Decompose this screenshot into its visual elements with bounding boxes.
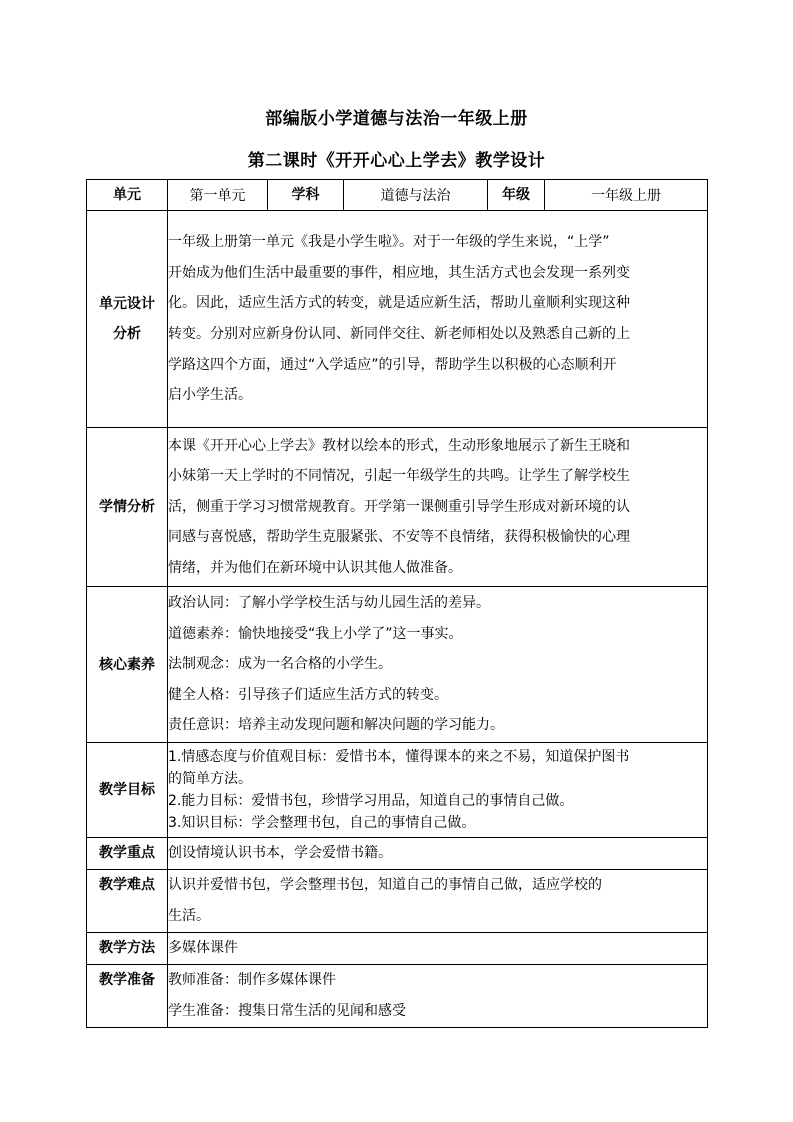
text-line: 认识并爱惜书包，学会整理书包，知道自己的事情自己做，适应学校的 (168, 877, 602, 893)
text-line: 启小学生活。 (168, 387, 252, 404)
text-line: 2.能力目标：爱惜书包，珍惜学习用品，知道自己的事情自己做。 (168, 793, 574, 809)
unit-analysis-row (87, 211, 708, 428)
teaching-method-content (168, 932, 708, 964)
core-literacy-label: 核心素养 (87, 587, 168, 743)
student-analysis-content (168, 428, 708, 587)
teaching-goals-row (87, 743, 708, 838)
text-line: 道德素养：愉快地接受“我上小学了”这一事实。 (168, 625, 463, 642)
unit-analysis-label (87, 211, 168, 428)
unit-value: 第一单元 (168, 180, 268, 211)
unit-analysis-label-line2: 分析 (113, 326, 141, 342)
text-line: 3.知识目标：学会整理书包，自己的事情自己做。 (168, 815, 476, 831)
text-line: 化。因此，适应生活方式的转变，就是适应新生活，帮助儿童顺利实现这种 (168, 295, 630, 312)
text-line: 健全人格：引导孩子们适应生活方式的转变。 (168, 686, 448, 703)
student-analysis-row (87, 428, 708, 587)
teaching-method-label: 教学方法 (87, 932, 168, 964)
teaching-goals-content (168, 743, 708, 838)
document-subtitle: 第二课时《开开心心上学去》教学设计 (247, 151, 546, 171)
text-line: 法制观念：成为一名合格的小学生。 (168, 656, 392, 673)
grade-label: 年级 (488, 180, 545, 211)
text-line: 的简单方法。 (168, 771, 252, 787)
difficulties-content (168, 869, 708, 932)
unit-analysis-content (168, 211, 708, 428)
text-line: 生活。 (168, 907, 210, 924)
teaching-goals-label: 教学目标 (87, 743, 168, 838)
core-literacy-content (168, 587, 708, 743)
unit-analysis-label-line1: 单元设计 (99, 296, 155, 312)
unit-label: 单元 (87, 180, 168, 211)
text-line: 政治认同：了解小学学校生活与幼儿园生活的差异。 (168, 595, 490, 612)
key-points-content (168, 838, 708, 870)
text-line: 开始成为他们生活中最重要的事件，相应地，其生活方式也会发现一系列变 (168, 264, 630, 281)
core-literacy-row (87, 587, 708, 743)
text-line: 1.情感态度与价值观目标：爱惜书本，懂得课本的来之不易，知道保护图书 (168, 749, 630, 765)
document-title: 部编版小学道德与法治一年级上册 (265, 109, 528, 129)
text-line: 创设情境认识书本，学会爱惜书籍。 (168, 845, 392, 861)
teaching-prep-row (87, 964, 708, 1027)
difficulties-label: 教学难点 (87, 869, 168, 932)
text-line: 一年级上册第一单元《我是小学生啦》。对于一年级的学生来说，“上学” (168, 234, 610, 251)
text-line: 学生准备：搜集日常生活的见闻和感受 (168, 1002, 406, 1019)
text-line: 小妹第一天上学时的不同情况，引起一年级学生的共鸣。让学生了解学校生 (168, 468, 630, 485)
key-points-label: 教学重点 (87, 838, 168, 870)
text-line: 多媒体课件 (168, 939, 238, 956)
text-line: 活，侧重于学习习惯常规教育。开学第一课侧重引导学生形成对新环境的认 (168, 498, 630, 515)
text-line: 同感与喜悦感，帮助学生克服紧张、不安等不良情绪，获得积极愉快的心理 (168, 529, 630, 546)
text-line: 本课《开开心心上学去》教材以绘本的形式，生动形象地展示了新生王晓和 (168, 437, 630, 454)
lesson-plan-table (86, 179, 708, 1028)
text-line: 教师准备：制作多媒体课件 (168, 972, 336, 988)
text-line: 情绪，并为他们在新环境中认识其他人做准备。 (168, 559, 462, 576)
text-line: 转变。分别对应新身份认同、新同伴交往、新老师相处以及熟悉自己新的上 (168, 326, 630, 342)
text-line: 学路这四个方面，通过“入学适应”的引导，帮助学生以积极的心态顺利开 (168, 356, 617, 373)
teaching-prep-label: 教学准备 (87, 964, 168, 1027)
teaching-method-row (87, 932, 708, 964)
header-row (87, 180, 708, 211)
difficulties-row (87, 869, 708, 932)
key-points-row (87, 838, 708, 870)
subject-label: 学科 (268, 180, 344, 211)
teaching-prep-content (168, 964, 708, 1027)
text-line: 责任意识：培养主动发现问题和解决问题的学习能力。 (168, 717, 504, 734)
subject-value: 道德与法治 (344, 180, 488, 211)
grade-value: 一年级上册 (545, 180, 708, 211)
student-analysis-label: 学情分析 (87, 428, 168, 587)
